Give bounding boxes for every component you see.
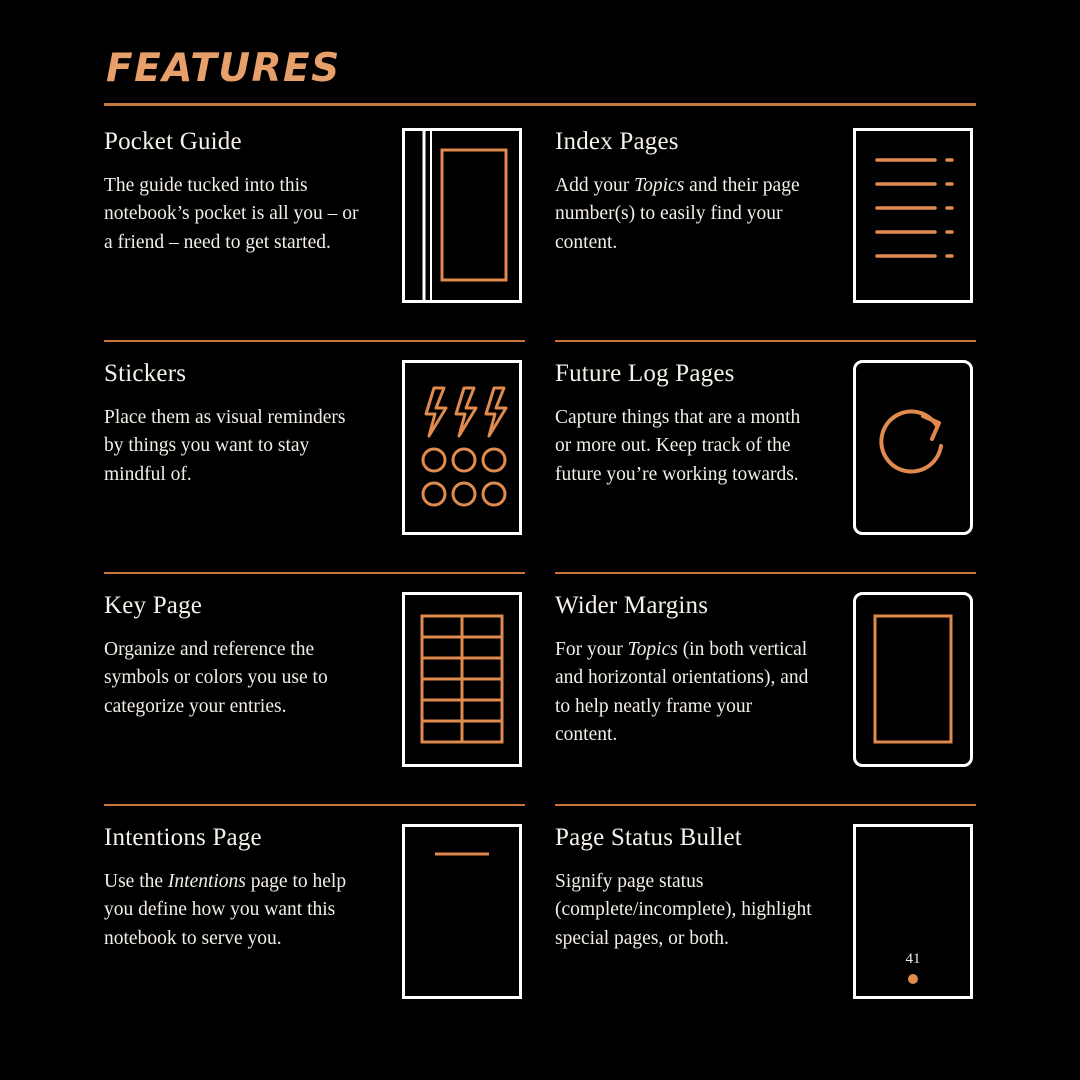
- feature-body: Place them as visual reminders by things you want to stay mindful of.: [104, 407, 346, 485]
- feature-card-stickers: [104, 358, 525, 554]
- feature-illustration: [850, 126, 976, 303]
- feature-body: Capture things that are a month or more out. Keep track of the future you’re working towards.: [555, 407, 801, 485]
- grid-table-icon: [402, 592, 522, 767]
- feature-card-future-log-pages: [555, 358, 976, 554]
- feature-card-wider-margins: [555, 590, 976, 786]
- feature-body: For your Topics (in both vertical and horizontal orientations), and to help neatly frame your content.: [555, 639, 809, 746]
- notebook-pocket-icon: [402, 128, 522, 303]
- feature-card-page-status-bullet: [555, 822, 976, 1018]
- row-divider-right: [555, 804, 976, 806]
- divider-row-3: [104, 786, 976, 822]
- feature-text: [104, 126, 372, 257]
- page-title: FEATURES: [106, 46, 341, 91]
- feature-text: [555, 822, 823, 953]
- feature-body: Signify page status (complete/incomplete), highlight special pages, or both.: [555, 871, 812, 949]
- page-bullet-icon: [853, 824, 973, 999]
- feature-text: [555, 358, 823, 489]
- feature-illustration: [399, 822, 525, 999]
- feature-text: [555, 126, 823, 257]
- index-lines-icon: [853, 128, 973, 303]
- features-row-1: [104, 126, 976, 322]
- row-divider-left: [104, 572, 525, 574]
- feature-body: Add your Topics and their page number(s) to easily find your content.: [555, 175, 800, 253]
- title-divider: [104, 103, 976, 106]
- row-divider-left: [104, 804, 525, 806]
- feature-card-intentions-page: [104, 822, 525, 1018]
- feature-illustration: [399, 126, 525, 303]
- divider-row-2: [104, 554, 976, 590]
- feature-heading: Pocket Guide: [104, 128, 242, 155]
- feature-card-key-page: [104, 590, 525, 786]
- circular-arrow-icon: [853, 360, 973, 535]
- feature-illustration: [850, 590, 976, 767]
- features-row-3: [104, 590, 976, 786]
- feature-heading: Wider Margins: [555, 592, 709, 619]
- feature-text: [104, 358, 372, 489]
- feature-illustration: [850, 358, 976, 535]
- feature-text: [104, 822, 372, 953]
- feature-text: [104, 590, 372, 721]
- feature-heading: Page Status Bullet: [555, 824, 742, 851]
- feature-heading: Key Page: [104, 592, 203, 619]
- feature-body: Use the Intentions page to help you define how you want this notebook to serve you.: [104, 871, 347, 949]
- title-line-page-icon: [402, 824, 522, 999]
- feature-illustration: [399, 358, 525, 535]
- page-number-label: 41: [905, 951, 921, 967]
- sticker-sheet-icon: [402, 360, 522, 535]
- row-divider-left: [104, 340, 525, 342]
- feature-illustration: [399, 590, 525, 767]
- row-divider-right: [555, 340, 976, 342]
- feature-illustration: [850, 822, 976, 999]
- feature-card-pocket-guide: [104, 126, 525, 322]
- features-row-4: [104, 822, 976, 1018]
- feature-heading: Stickers: [104, 360, 187, 387]
- divider-row-1: [104, 322, 976, 358]
- feature-heading: Index Pages: [555, 128, 679, 155]
- feature-body: Organize and reference the symbols or colors you use to categorize your entries.: [104, 639, 328, 717]
- margin-frame-icon: [853, 592, 973, 767]
- feature-body: The guide tucked into this notebook’s pocket is all you – or a friend – need to get started.: [104, 175, 359, 253]
- feature-heading: Intentions Page: [104, 824, 262, 851]
- feature-text: [555, 590, 823, 750]
- feature-heading: Future Log Pages: [555, 360, 735, 387]
- features-row-2: [104, 358, 976, 554]
- row-divider-right: [555, 572, 976, 574]
- feature-card-index-pages: [555, 126, 976, 322]
